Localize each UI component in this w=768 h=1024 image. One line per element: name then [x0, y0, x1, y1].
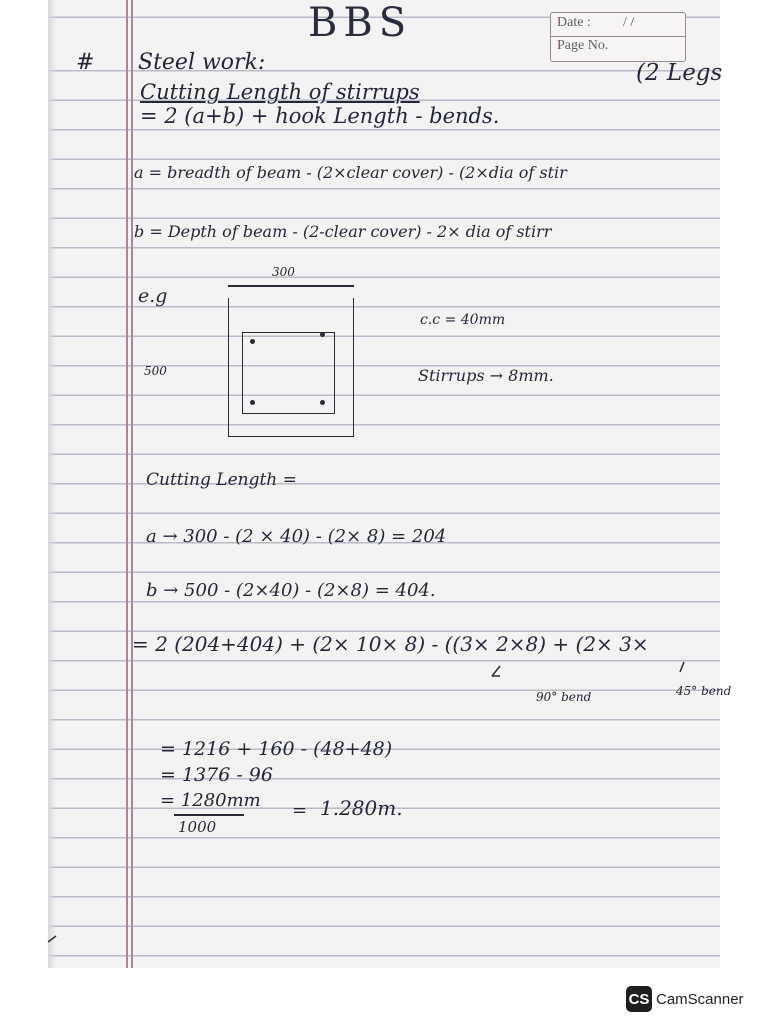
example-label: e.g: [138, 285, 168, 307]
cutting-length-label: Cutting Length =: [146, 470, 297, 490]
date-slashes: / /: [623, 15, 635, 30]
a-calculation: a → 300 - (2 × 40) - (2× 8) = 204: [146, 526, 447, 547]
bend-45-label: 45° bend: [676, 684, 732, 698]
margin-tick: [48, 936, 56, 942]
page-title: BBS: [308, 0, 413, 46]
bend-90-label: 90° bend: [536, 690, 592, 704]
b-calculation: b → 500 - (2×40) - (2×8) = 404.: [146, 580, 436, 601]
section-heading: Steel work:: [138, 50, 266, 75]
result-meters: 1.280m.: [320, 796, 403, 820]
stirrup-dia-note: Stirrups → 8mm.: [418, 366, 554, 385]
result-denominator: 1000: [178, 818, 217, 836]
legs-note: (2 Legs: [636, 60, 723, 86]
total-expression: = 2 (204+404) + (2× 10× 8) - ((3× 2×8) + (2× 3×: [132, 632, 649, 656]
b-definition: b = Depth of beam - (2-clear cover) - 2× dia of stirr: [134, 222, 552, 241]
dimension-300: 300: [272, 265, 295, 279]
result-line-3: = 1280mm: [160, 790, 261, 811]
formula-line: = 2 (a+b) + hook Length - bends.: [140, 104, 500, 128]
cutting-length-line: Cutting Length of stirrups: [140, 80, 420, 104]
arrow-45-bend: [680, 662, 684, 672]
camscanner-watermark: [626, 986, 744, 1012]
result-equals: =: [292, 800, 308, 821]
notebook-page: [48, 0, 732, 968]
camscanner-logo-icon: CS: [626, 986, 652, 1012]
a-definition: a = breadth of beam - (2×clear cover) - (2×dia of stir: [134, 163, 567, 182]
result-line-1: = 1216 + 160 - (48+48): [160, 738, 393, 760]
result-line-2: = 1376 - 96: [160, 764, 273, 786]
pen-strokes: [48, 0, 723, 968]
arrow-90-bend: [492, 666, 500, 676]
clear-cover-note: c.c = 40mm: [420, 312, 506, 328]
date-label: Date :: [557, 15, 591, 30]
dimension-500: 500: [144, 364, 167, 378]
page-number-label: Page No.: [557, 38, 609, 53]
hash-mark: #: [76, 50, 95, 75]
camscanner-name: CamScanner: [656, 990, 744, 1008]
